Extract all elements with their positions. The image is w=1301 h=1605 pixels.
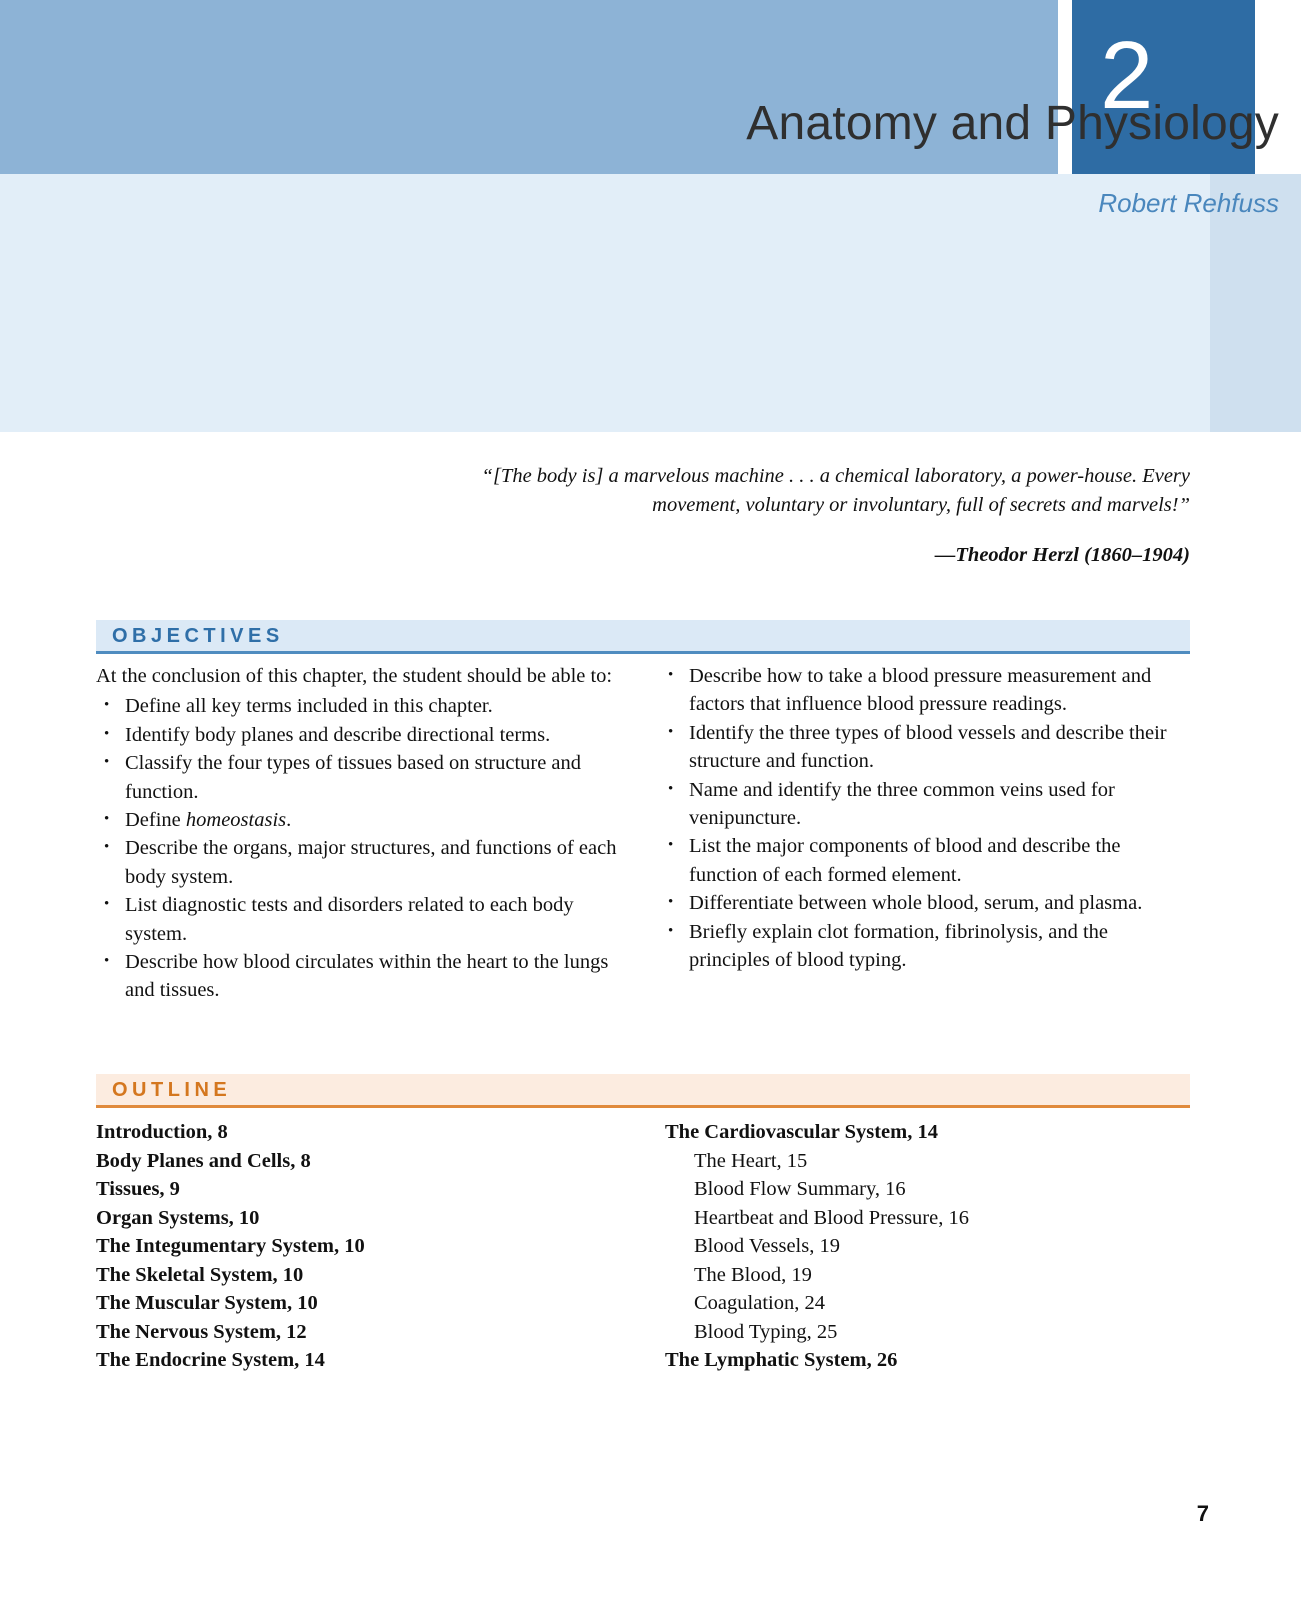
outline-entry[interactable]: The Cardiovascular System, 14 <box>665 1121 938 1143</box>
list-item: • Define all key terms included in this chapter. <box>96 692 636 720</box>
outline-entry[interactable]: The Endocrine System, 14 <box>96 1349 325 1371</box>
outline-entry[interactable]: Organ Systems, 10 <box>96 1206 260 1229</box>
italic-term: homeostasis <box>185 809 287 832</box>
objectives-right-list <box>660 662 1192 974</box>
outline-subentry[interactable]: Blood Vessels, 19 <box>694 1235 840 1257</box>
list-item: • Identify body planes and describe directional terms. <box>96 721 636 749</box>
outline-entry[interactable]: Body Planes and Cells, 8 <box>96 1149 311 1172</box>
list-item: • Describe how blood circulates within the heart to the lungs and tissues. <box>96 948 636 1005</box>
outline-subentry[interactable]: The Blood, 19 <box>694 1263 812 1286</box>
page-title: Anatomy and Physiology <box>746 97 1279 150</box>
list-item: • Classify the four types of tissues based on structure and function. <box>96 749 636 806</box>
chapter-number: 2 <box>1100 22 1154 129</box>
objectives-left-list <box>96 692 636 1004</box>
epigraph <box>480 462 1190 567</box>
objectives-left-column <box>96 662 636 1005</box>
list-item: • List diagnostic tests and disorders related to each body system. <box>96 891 636 948</box>
outline-entry[interactable]: Tissues, 9 <box>96 1178 180 1200</box>
objectives-heading: OBJECTIVES <box>112 625 284 647</box>
epigraph-attribution: —Theodor Herzl (1860–1904) <box>934 544 1190 566</box>
outline-subentry[interactable]: Blood Flow Summary, 16 <box>694 1178 906 1200</box>
chapter-author: Robert Rehfuss <box>1098 188 1279 218</box>
list-item: • List the major components of blood and describe the function of each formed element. <box>660 832 1192 889</box>
list-item: • Identify the three types of blood vessels and describe their structure and function. <box>660 719 1192 776</box>
outline-entry[interactable]: Introduction, 8 <box>96 1121 228 1143</box>
outline-subentry[interactable]: Coagulation, 24 <box>694 1292 825 1314</box>
outline-heading: OUTLINE <box>112 1079 232 1101</box>
objectives-right-column <box>660 662 1192 974</box>
outline-entry[interactable]: The Skeletal System, 10 <box>96 1263 304 1286</box>
list-item: • Define homeostasis. <box>96 806 636 834</box>
list-item: • Name and identify the three common veins used for venipuncture. <box>660 776 1192 833</box>
objectives-intro: At the conclusion of this chapter, the student should be able to: <box>96 665 613 687</box>
list-item: • Differentiate between whole blood, serum, and plasma. <box>660 889 1192 917</box>
list-item: • Describe the organs, major structures, and functions of each body system. <box>96 834 636 891</box>
outline-entry[interactable]: The Muscular System, 10 <box>96 1292 318 1314</box>
outline-subentry[interactable]: Blood Typing, 25 <box>694 1320 838 1343</box>
outline-left-column <box>96 1118 636 1375</box>
outline-section-header <box>96 1074 1190 1108</box>
outline-entry[interactable]: The Lymphatic System, 26 <box>665 1349 898 1371</box>
title-band <box>0 174 1210 432</box>
list-item: • Describe how to take a blood pressure measurement and factors that influence blood pressure readings. <box>660 662 1192 719</box>
page-number: 7 <box>1196 1501 1209 1526</box>
outline-subentry[interactable]: The Heart, 15 <box>694 1149 808 1172</box>
list-item: • Briefly explain clot formation, fibrinolysis, and the principles of blood typing. <box>660 918 1192 975</box>
objectives-section-header <box>96 620 1190 654</box>
outline-subentry[interactable]: Heartbeat and Blood Pressure, 16 <box>694 1206 969 1229</box>
epigraph-text: “[The body is] a marvelous machine . . . a chemical laboratory, a power-house. Every movement, voluntary or involuntary, full of secrets and marvels!” <box>481 465 1190 516</box>
outline-entry[interactable]: The Integumentary System, 10 <box>96 1235 365 1257</box>
outline-right-column <box>665 1118 1195 1375</box>
outline-entry[interactable]: The Nervous System, 12 <box>96 1320 307 1343</box>
